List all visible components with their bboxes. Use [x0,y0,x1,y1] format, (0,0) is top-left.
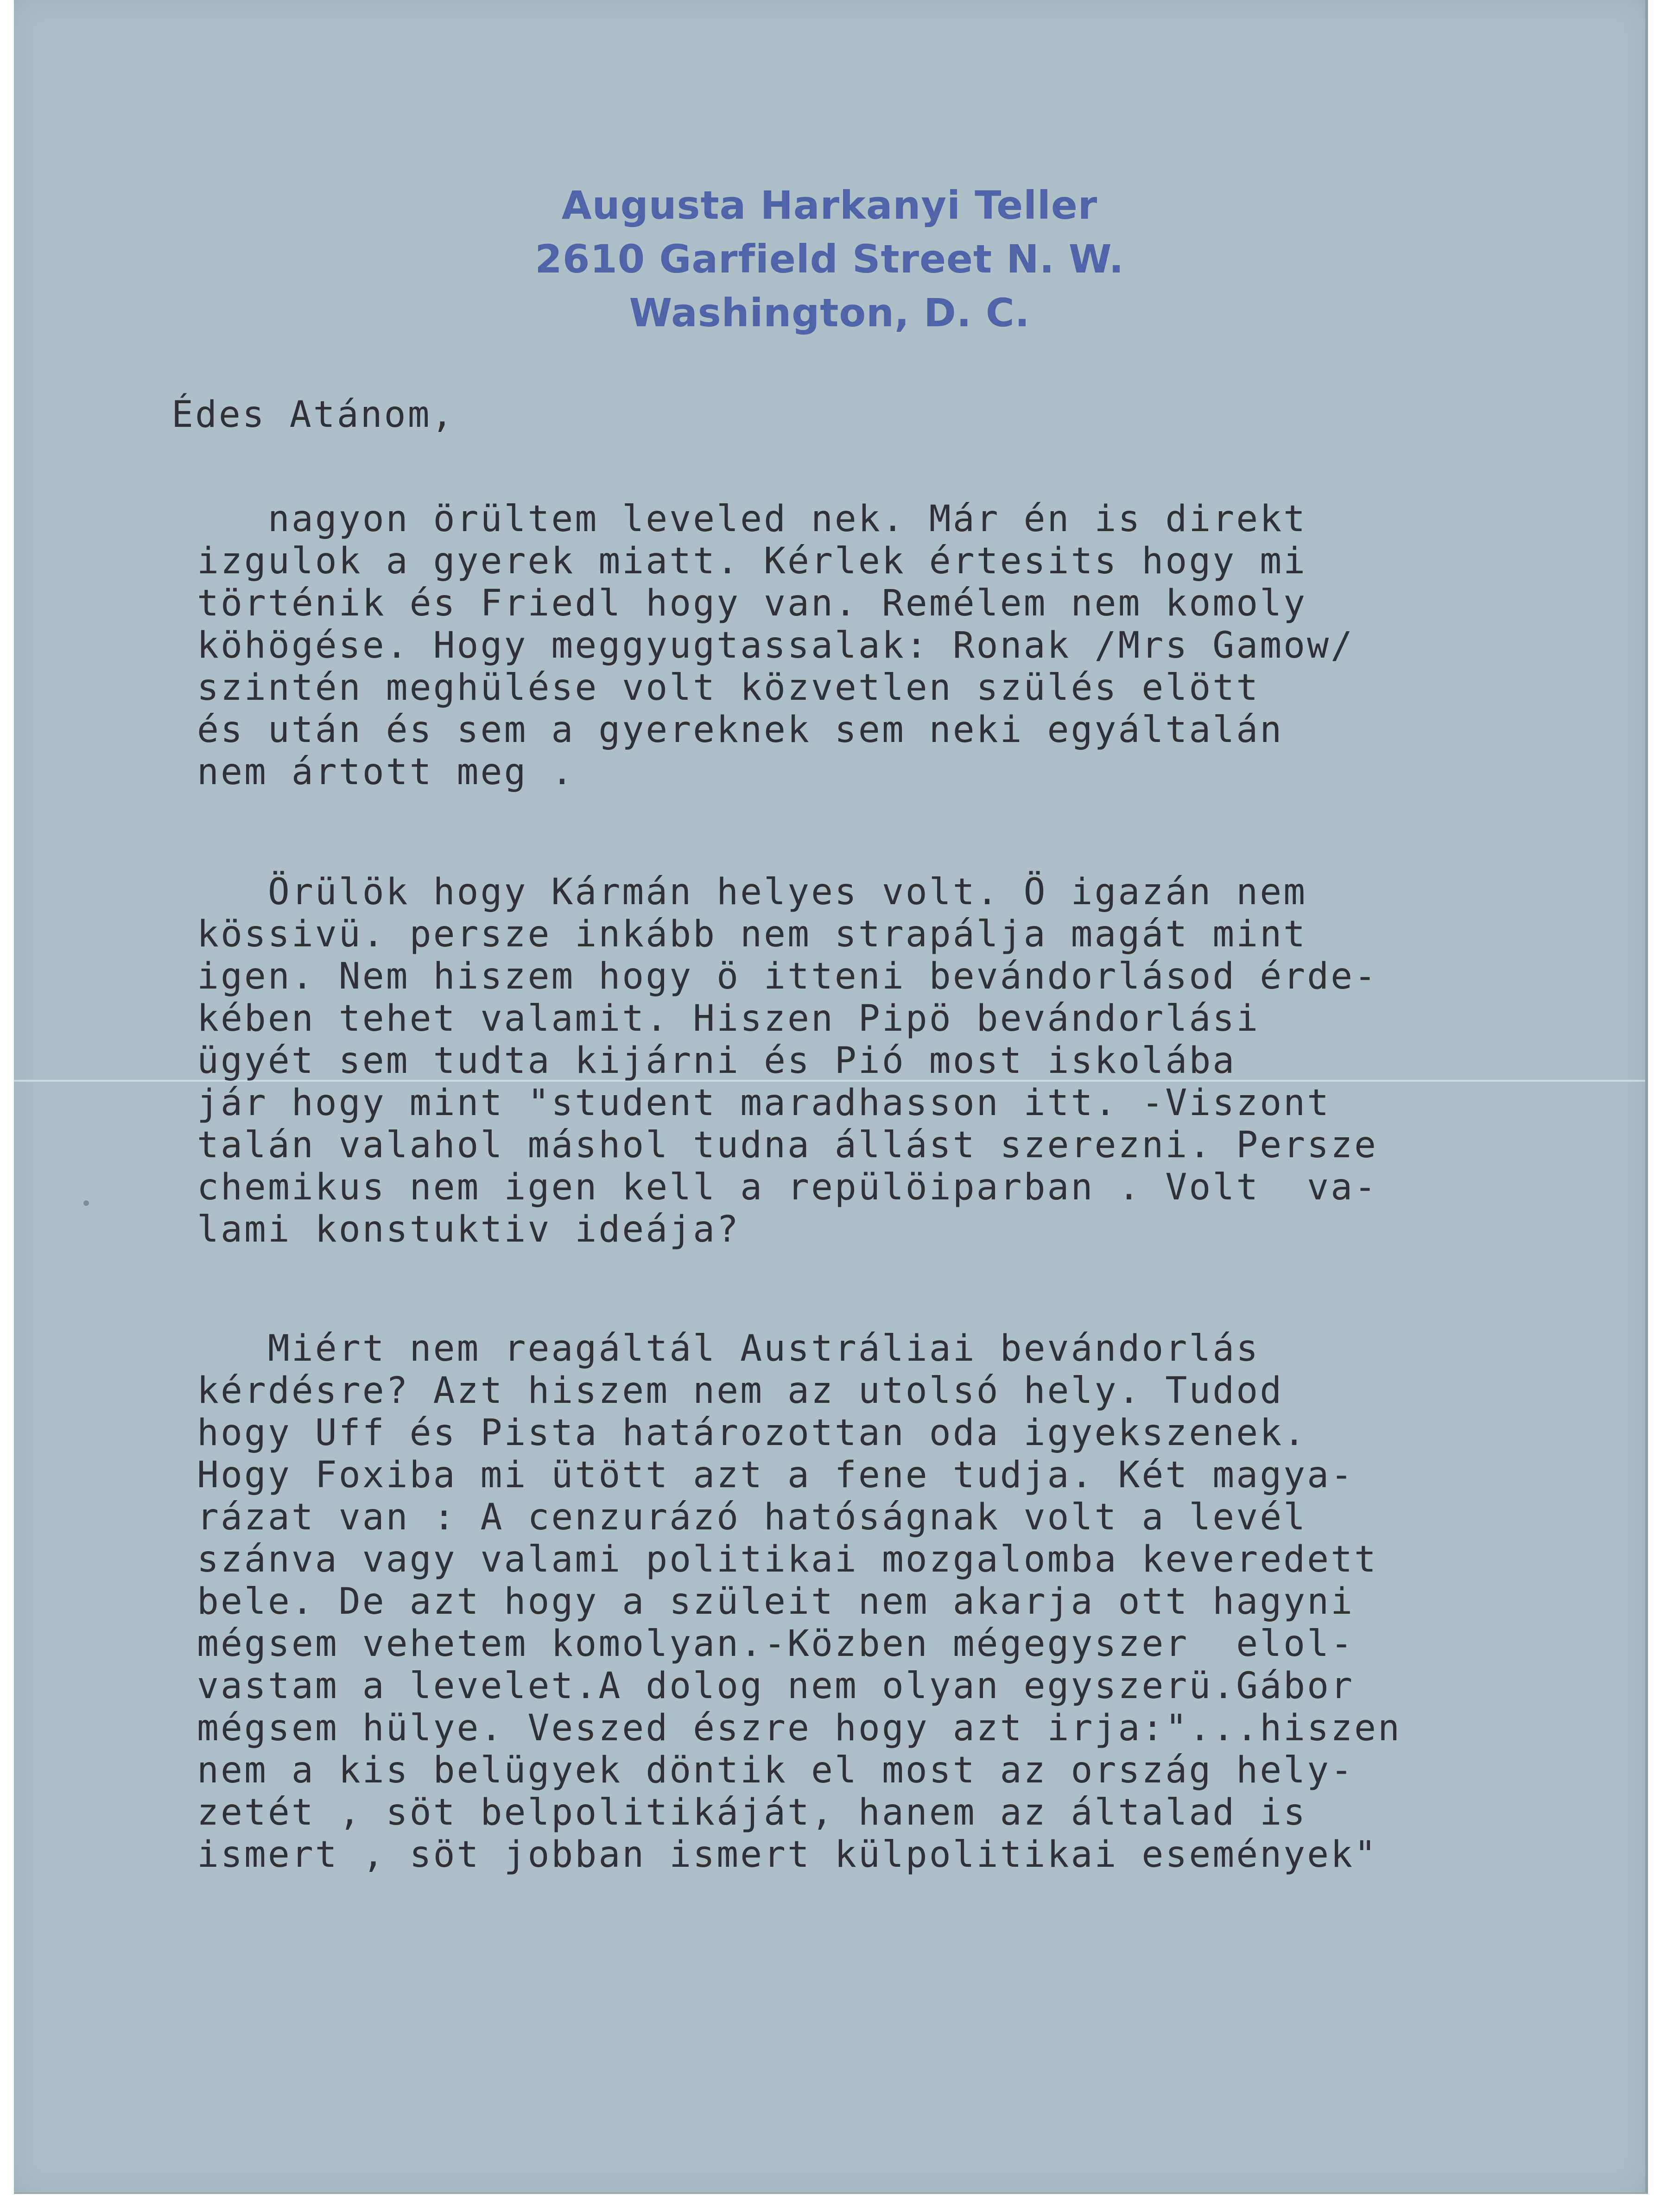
text-line: kérdésre? Azt hiszem nem az utolsó hely. Tudod [197,1370,1284,1412]
text-line: és után és sem a gyereknek sem neki egyáltalán [197,709,1284,751]
text-line: Örülök hogy Kármán helyes volt. Ö igazán nem [197,871,1307,913]
text-line: talán valahol máshol tudna állást szerezni. Persze [197,1124,1378,1166]
text-line: ügyét sem tudta kijárni és Pió most iskolába [197,1040,1236,1082]
text-line: Hogy Foxiba mi ütött azt a fene tudja. Két magya- [197,1454,1355,1496]
text-line: történik és Friedl hogy van. Remélem nem komoly [197,583,1307,624]
text-line: köhögése. Hogy meggyugtassalak: Ronak /Mrs Gamow/ [197,625,1355,666]
text-line: kében tehet valamit. Hiszen Pipö bevándorlási [197,998,1260,1040]
text-line: lami konstuktiv ideája? [197,1209,741,1250]
paragraph-3 [197,1328,1401,1876]
text-line: bele. De azt hogy a szüleit nem akarja ott hagyni [197,1581,1355,1623]
letterhead-city: Washington, D. C. [629,290,1030,336]
text-line: nem ártott meg . [197,751,575,793]
paragraph-2 [197,871,1378,1251]
text-line: jár hogy mint "student maradhasson itt. -Viszont [197,1082,1331,1124]
text-line: zetét , söt belpolitikáját, hanem az általad is [197,1792,1307,1833]
text-line: rázat van : A cenzurázó hatóságnak volt a levél [197,1496,1307,1538]
text-line: Miért nem reagáltál Austráliai bevándorlás [197,1328,1260,1369]
text-line: hogy Uff és Pista határozottan oda igyekszenek. [197,1412,1307,1454]
letterhead-name: Augusta Harkanyi Teller [561,183,1098,228]
letterhead-street: 2610 Garfield Street N. W. [535,236,1124,282]
letter-sheet [14,0,1648,2194]
text-line: nagyon örültem leveled nek. Már én is direkt [197,498,1307,540]
text-line: ismert , söt jobban ismert külpolitikai események" [197,1834,1378,1876]
text-line: nem a kis belügyek döntik el most az ország hely- [197,1750,1355,1791]
text-line: szánva vagy valami politikai mozgalomba keveredett [197,1539,1378,1580]
text-line: izgulok a gyerek miatt. Kérlek értesits hogy mi [197,540,1307,582]
text-line: mégsem hülye. Veszed észre hogy azt irja:"...hiszen [197,1707,1401,1749]
text-line: vastam a levelet.A dolog nem olyan egyszerü.Gábor [197,1665,1355,1707]
letterhead [14,178,1645,340]
text-line: kössivü. persze inkább nem strapálja magát mint [197,913,1307,955]
text-line: mégsem vehetem komolyan.-Közben mégegyszer elol- [197,1623,1355,1665]
text-line: igen. Nem hiszem hogy ö itteni bevándorlásod érde- [197,956,1378,997]
text-line: szintén meghülése volt közvetlen szülés elött [197,667,1260,709]
paragraph-1 [197,498,1354,793]
paper-speck [83,1200,89,1206]
text-line: chemikus nem igen kell a repülöiparban . Volt va- [197,1167,1378,1208]
salutation: Édes Atánom, [171,394,455,436]
